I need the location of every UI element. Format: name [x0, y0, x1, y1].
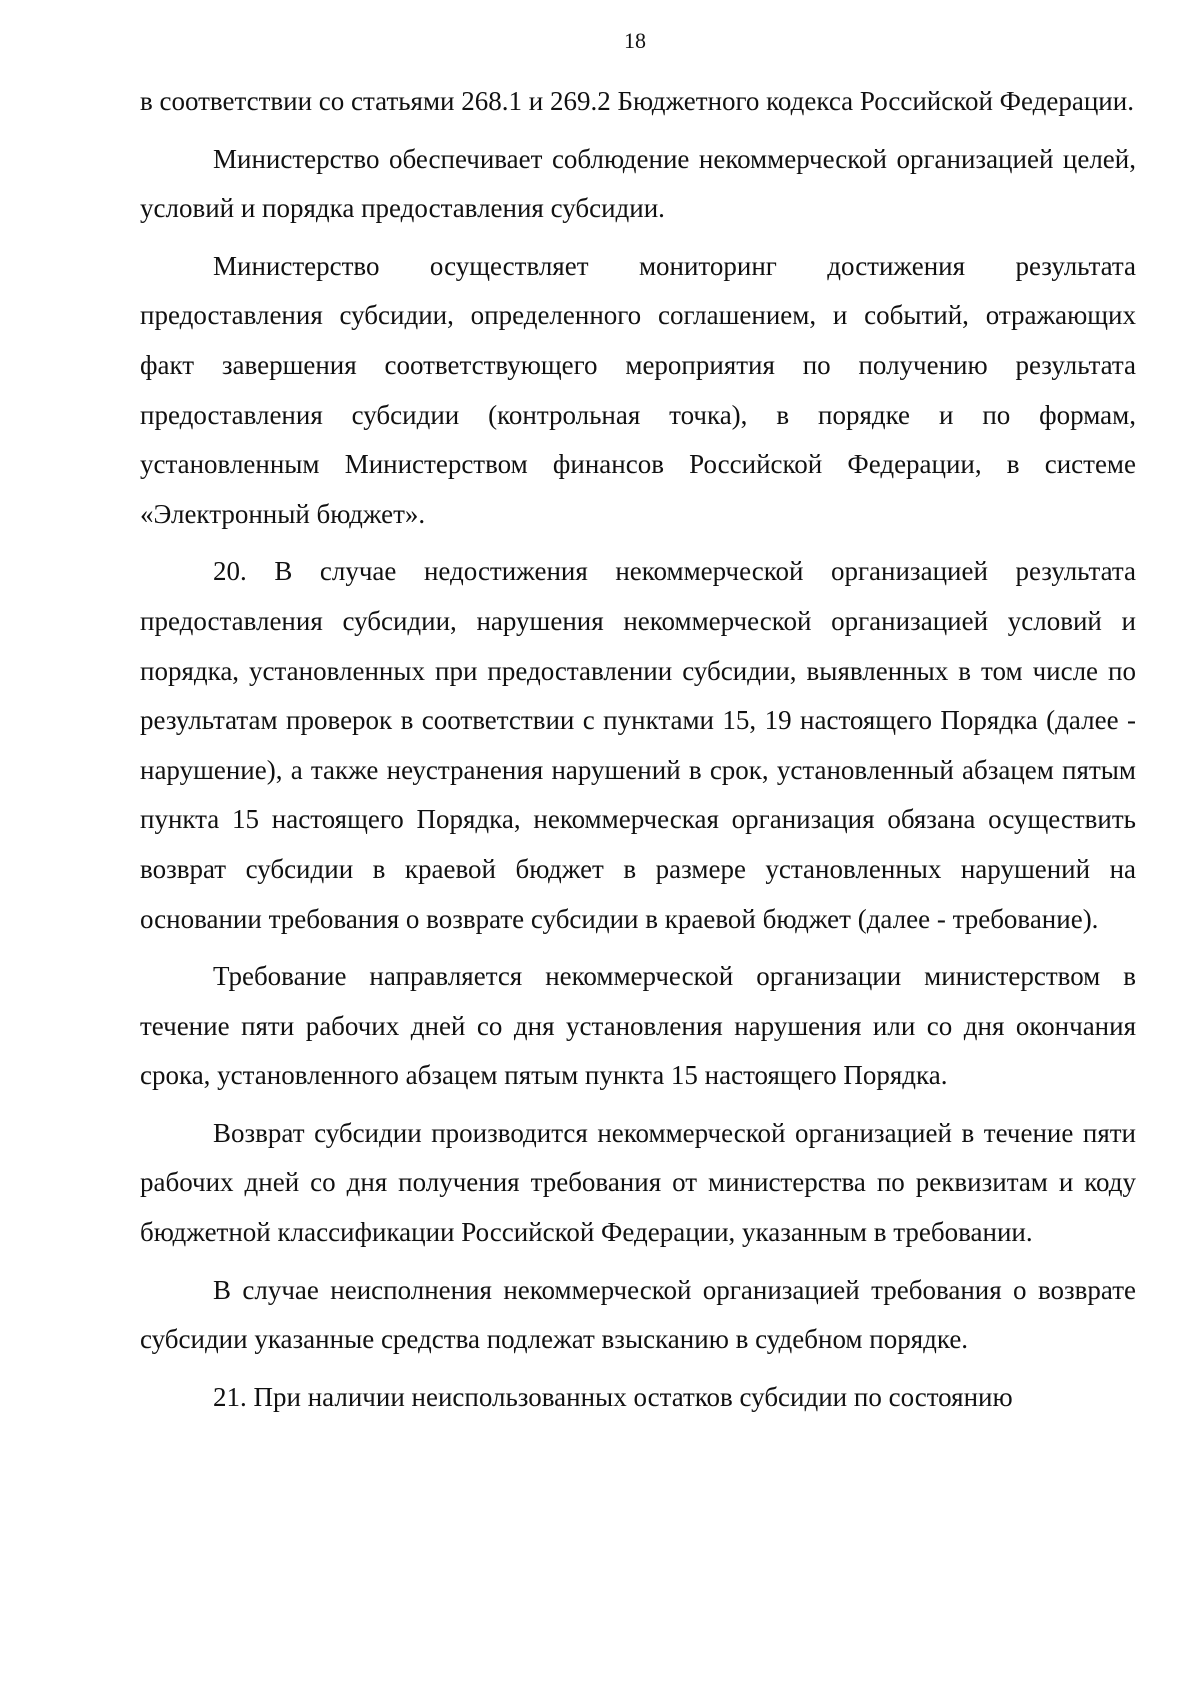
paragraph-requirement-sent: Требование направляется некоммерческой организации министерством в течение пяти рабочих дней со дня установления нарушения или со дня окончания срока, установленного абзацем пятым пункта 15 настоящего Порядка. [140, 961, 1136, 1091]
paragraph-continuation: в соответствии со статьями 268.1 и 269.2 Бюджетного кодекса Российской Федерации. [140, 86, 1134, 116]
paragraph-subsidy-return: Возврат субсидии производится некоммерческой организацией в течение пяти рабочих дней со дня получения требования от министерства по реквизитам и коду бюджетной классификации Российской Федерации, указанным в требовании. [140, 1117, 1136, 1248]
paragraph-non-fulfillment: В случае неисполнения некоммерческой организацией требования о возврате субсидии указанные средства подлежат взысканию в судебном порядке. [140, 1274, 1136, 1355]
paragraph-ministry-ensures: Министерство обеспечивает соблюдение некоммерческой организацией целей, условий и порядка предоставления субсидии. [140, 143, 1136, 224]
paragraph-clause-20: 20. В случае недостижения некоммерческой организацией результата предоставления субсидии, нарушения некоммерческой организацией условий и порядка, установленных при предоставлении субсидии, выявленных в том числе по результатам проверок в соответствии с пунктами 15, 19 настоящего Порядка (далее - нарушение), а также неустранения нарушений в срок, установленный абзацем пятым пункта 15 настоящего Порядка, некоммерческая организация обязана осуществить возврат субсидии в краевой бюджет в размере установленных нарушений на основании требования о возврате субсидии в краевой бюджет (далее - требование). [140, 556, 1136, 934]
page-number: 18 [624, 28, 646, 53]
document-body [140, 77, 1136, 1430]
paragraph-ministry-monitoring: Министерство осуществляет мониторинг достижения результата предоставления субсидии, определенного соглашением, и событий, отражающих факт завершения соответствующего мероприятия по получению результата предоставления субсидии (контрольная точка), в порядке и по формам, установленным Министерством финансов Российской Федерации, в системе «Электронный бюджет». [140, 250, 1136, 529]
paragraph-clause-21: 21. При наличии неиспользованных остатков субсидии по состоянию [213, 1381, 1013, 1412]
